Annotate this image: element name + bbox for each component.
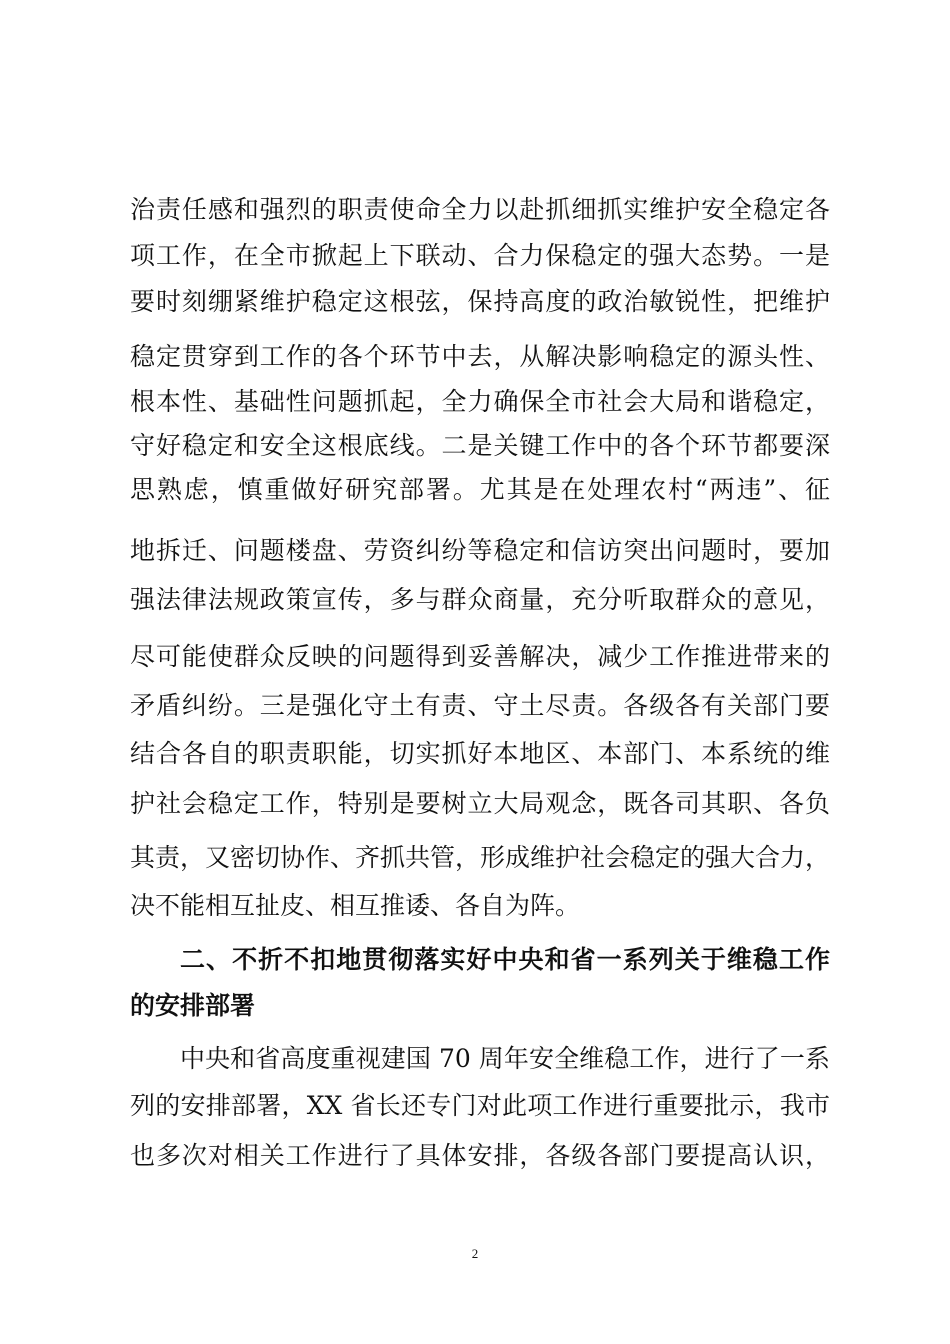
body-text-line: 尽可能使群众反映的问题得到妥善解决，减少工作推进带来的 <box>130 642 830 671</box>
body-text-line: 地拆迁、问题楼盘、劳资纠纷等稳定和信访突出问题时，要加 <box>130 536 830 565</box>
body-text-line: 守好稳定和安全这根底线。二是关键工作中的各个环节都要深 <box>130 431 830 460</box>
body-text-line: 治责任感和强烈的职责使命全力以赴抓细抓实维护安全稳定各 <box>130 195 830 224</box>
page-number: 2 <box>471 1246 479 1261</box>
body-text-line: 根本性、基础性问题抓起，全力确保全市社会大局和谐稳定， <box>130 387 830 416</box>
body-text-line: 稳定贯穿到工作的各个环节中去，从解决影响稳定的源头性、 <box>130 342 830 371</box>
body-text-line: 决不能相互扯皮、相互推诿、各自为阵。 <box>130 891 581 920</box>
section-heading-line: 二、不折不扣地贯彻落实好中央和省一系列关于维稳工作 <box>180 945 830 974</box>
body-text-line: 中央和省高度重视建国 70 周年安全维稳工作，进行了一系 <box>180 1044 830 1073</box>
body-text-line: 要时刻绷紧维护稳定这根弦，保持高度的政治敏锐性，把维护 <box>130 287 830 316</box>
body-text-line: 矛盾纠纷。三是强化守土有责、守土尽责。各级各有关部门要 <box>130 691 830 720</box>
section-heading-line: 的安排部署 <box>130 991 256 1020</box>
body-text-line: 护社会稳定工作，特别是要树立大局观念，既各司其职、各负 <box>130 789 830 818</box>
body-text-line: 也多次对相关工作进行了具体安排，各级各部门要提高认识， <box>130 1141 830 1170</box>
body-text-line: 思熟虑，慎重做好研究部署。尤其是在处理农村“两违”、征 <box>130 475 830 504</box>
body-text-line: 结合各自的职责职能，切实抓好本地区、本部门、本系统的维 <box>130 739 830 768</box>
body-text-line: 强法律法规政策宣传，多与群众商量，充分听取群众的意见， <box>130 585 830 614</box>
body-text-line: 其责，又密切协作、齐抓共管，形成维护社会稳定的强大合力， <box>130 843 831 872</box>
body-text-line: 列的安排部署，XX 省长还专门对此项工作进行重要批示，我市 <box>130 1091 830 1120</box>
body-text-line: 项工作，在全市掀起上下联动、合力保稳定的强大态势。一是 <box>130 241 830 270</box>
